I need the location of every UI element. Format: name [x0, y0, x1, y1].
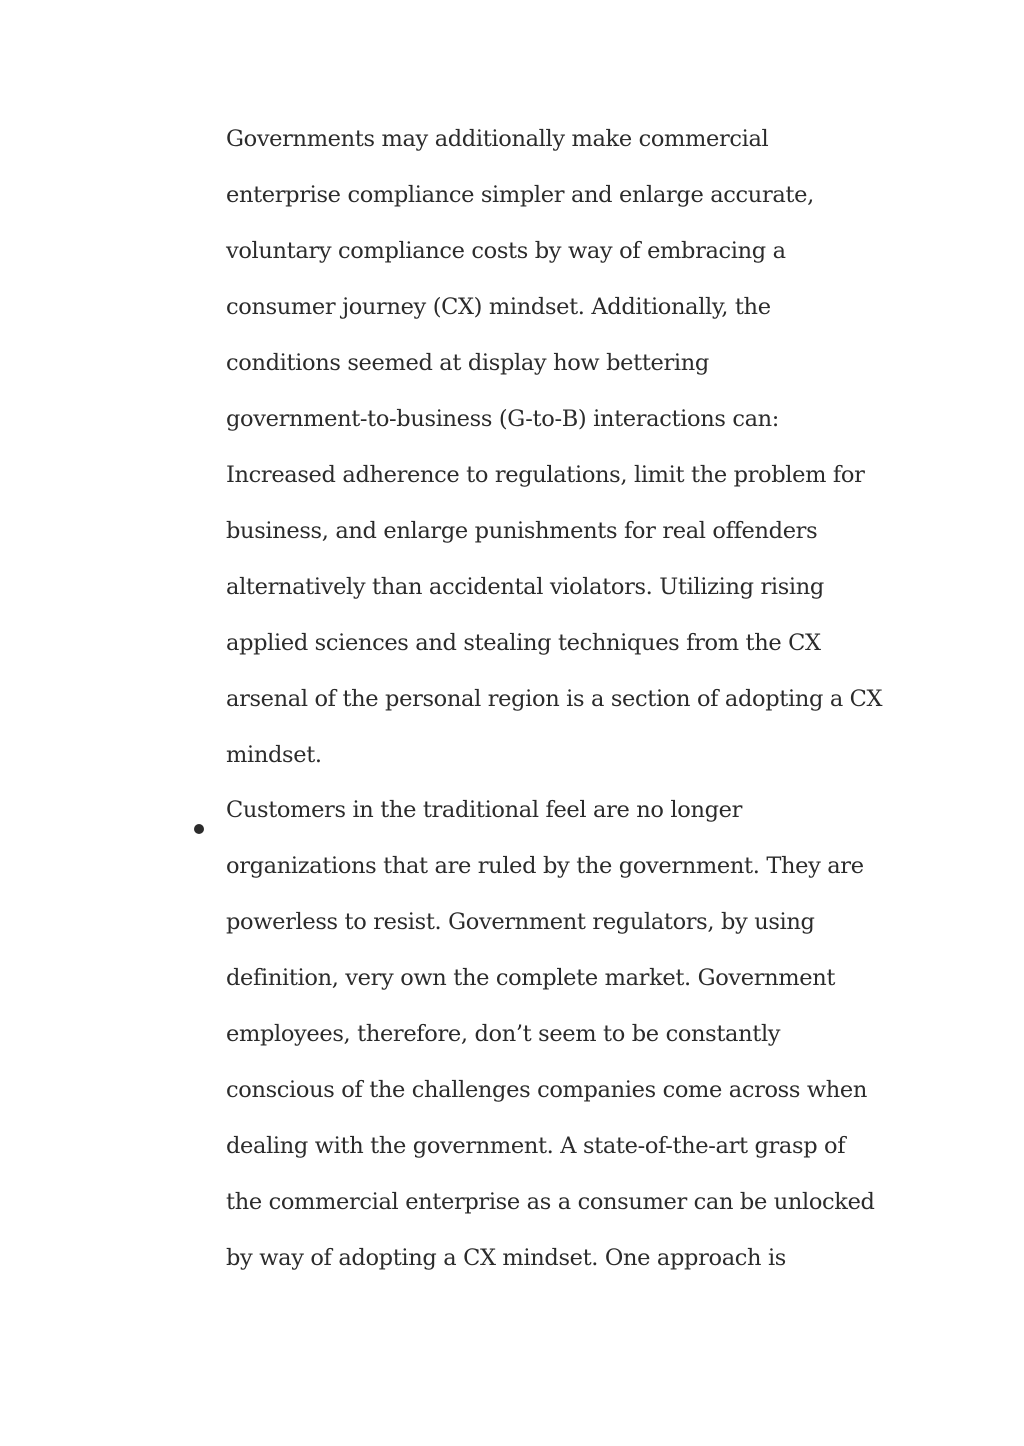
bullet-item [226, 782, 906, 1286]
bullet-marker [194, 800, 208, 856]
bullet-line: Customers in the traditional feel are no longer [226, 797, 743, 823]
bullet-line: conscious of the challenges companies come across when [226, 1077, 868, 1103]
paragraph-line: alternatively than accidental violators. Utilizing rising [226, 574, 824, 600]
paragraph-line: Governments may additionally make commercial [226, 126, 769, 152]
paragraph-line: Increased adherence to regulations, limit the problem for [226, 462, 865, 488]
paragraph-line: enterprise compliance simpler and enlarge accurate, [226, 182, 814, 208]
paragraph-line: applied sciences and stealing techniques from the CX [226, 630, 821, 656]
paragraph-line: conditions seemed at display how bettering [226, 350, 709, 376]
bullet-line: by way of adopting a CX mindset. One approach is [226, 1245, 786, 1271]
bullet-line: dealing with the government. A state-of-the-art grasp of [226, 1133, 846, 1159]
paragraph-continued [226, 111, 906, 783]
paragraph-line: business, and enlarge punishments for real offenders [226, 518, 818, 544]
paragraph-line: government-to-business (G-to-B) interactions can: [226, 406, 780, 432]
bullet-line: organizations that are ruled by the government. They are [226, 853, 864, 879]
bullet-line: employees, therefore, don’t seem to be constantly [226, 1021, 781, 1047]
paragraph-line: arsenal of the personal region is a section of adopting a CX [226, 686, 883, 712]
bullet-line: the commercial enterprise as a consumer can be unlocked [226, 1189, 875, 1215]
paragraph-line: mindset. [226, 742, 322, 768]
bullet-line: definition, very own the complete market. Government [226, 965, 836, 991]
paragraph-line: voluntary compliance costs by way of embracing a [226, 238, 786, 264]
bullet-line: powerless to resist. Government regulators, by using [226, 909, 815, 935]
paragraph-line: consumer journey (CX) mindset. Additionally, the [226, 294, 771, 320]
bullet-dot-icon [194, 824, 204, 834]
